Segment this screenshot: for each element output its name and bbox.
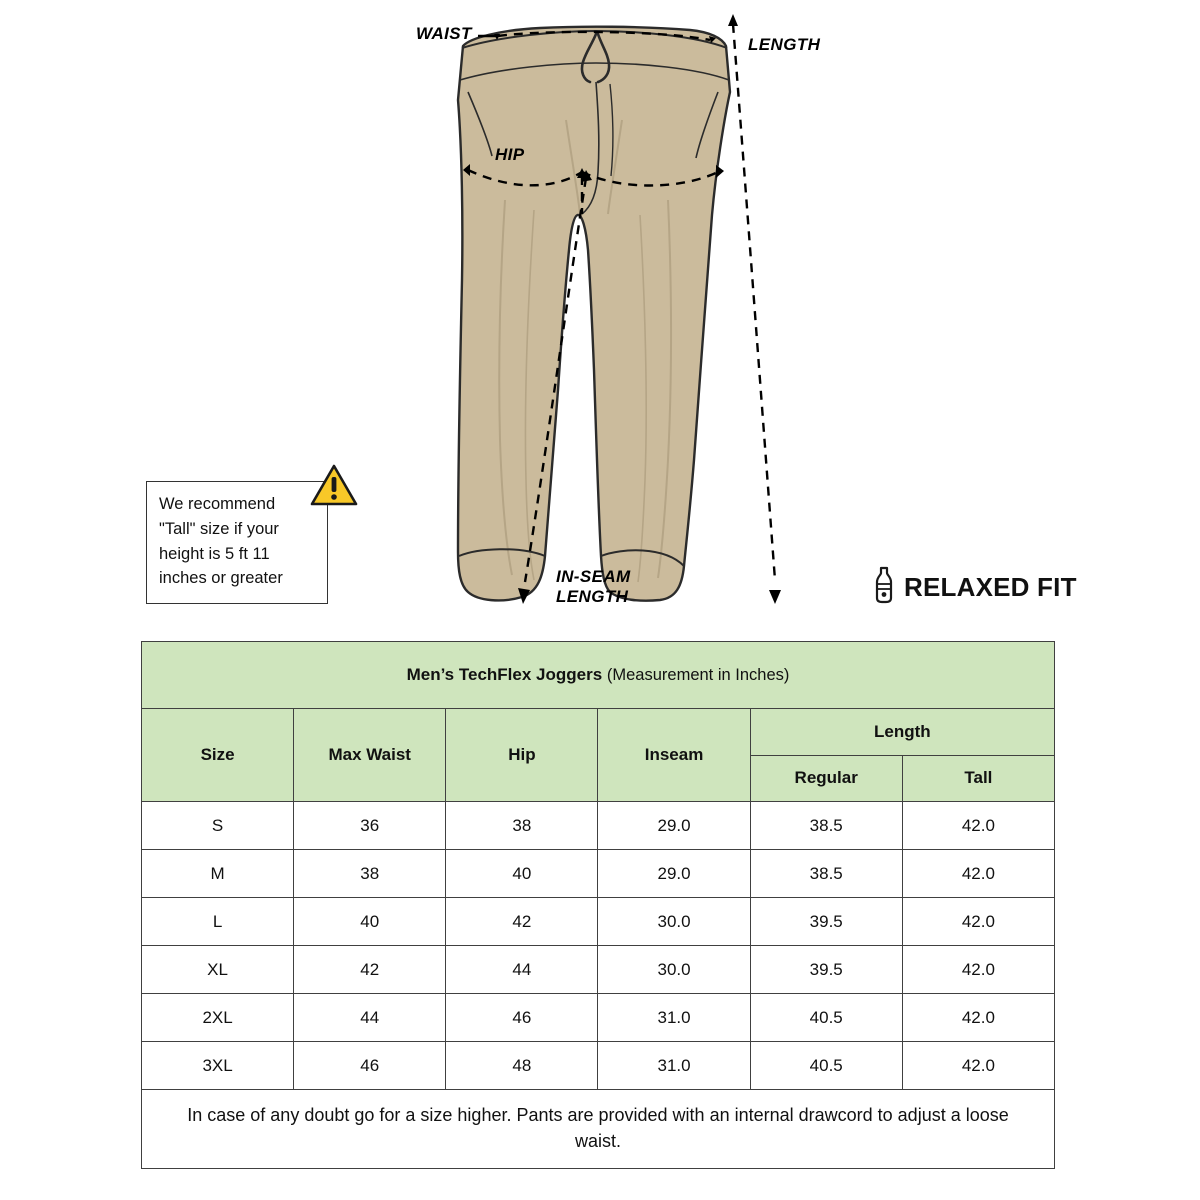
header-length-tall: Tall	[902, 755, 1054, 802]
inseam-label: IN-SEAM LENGTH	[556, 567, 631, 606]
cell-hip: 44	[446, 946, 598, 994]
cell-size: XL	[142, 946, 294, 994]
cell-inseam: 29.0	[598, 802, 750, 850]
cell-tall: 42.0	[902, 802, 1054, 850]
table-row	[142, 898, 1055, 946]
cell-regular: 38.5	[750, 802, 902, 850]
table-title-row	[142, 642, 1055, 709]
cell-max-waist: 42	[294, 946, 446, 994]
recommendation-text: We recommend "Tall" size if your height is 5 ft 11 inches or greater	[159, 495, 283, 588]
cell-size: L	[142, 898, 294, 946]
cell-max-waist: 46	[294, 1042, 446, 1090]
header-inseam: Inseam	[598, 709, 750, 802]
cell-size: 3XL	[142, 1042, 294, 1090]
cell-tall: 42.0	[902, 946, 1054, 994]
cell-regular: 39.5	[750, 898, 902, 946]
size-table	[141, 641, 1055, 1090]
recommendation-note	[146, 481, 328, 604]
table-row	[142, 946, 1055, 994]
cell-size: 2XL	[142, 994, 294, 1042]
cell-inseam: 31.0	[598, 994, 750, 1042]
cell-hip: 40	[446, 850, 598, 898]
header-size: Size	[142, 709, 294, 802]
cell-max-waist: 40	[294, 898, 446, 946]
cell-regular: 38.5	[750, 850, 902, 898]
warning-triangle-icon	[310, 463, 358, 507]
cell-size: M	[142, 850, 294, 898]
cell-max-waist: 44	[294, 994, 446, 1042]
cell-inseam: 29.0	[598, 850, 750, 898]
pants-drawing	[458, 27, 730, 601]
table-row	[142, 802, 1055, 850]
cell-max-waist: 36	[294, 802, 446, 850]
table-row	[142, 994, 1055, 1042]
cell-inseam: 31.0	[598, 1042, 750, 1090]
cell-tall: 42.0	[902, 1042, 1054, 1090]
waist-label: WAIST	[416, 24, 472, 43]
cell-regular: 40.5	[750, 994, 902, 1042]
cell-size: S	[142, 802, 294, 850]
cell-inseam: 30.0	[598, 946, 750, 994]
cell-tall: 42.0	[902, 898, 1054, 946]
hip-label: HIP	[495, 145, 525, 164]
table-header-row-1	[142, 709, 1055, 756]
table-row	[142, 1042, 1055, 1090]
header-max-waist: Max Waist	[294, 709, 446, 802]
header-length-regular: Regular	[750, 755, 902, 802]
length-label: LENGTH	[748, 35, 821, 54]
table-title: Men’s TechFlex Joggers	[406, 665, 603, 684]
cell-regular: 40.5	[750, 1042, 902, 1090]
cell-regular: 39.5	[750, 946, 902, 994]
cell-hip: 46	[446, 994, 598, 1042]
header-hip: Hip	[446, 709, 598, 802]
table-title-cell	[142, 642, 1055, 709]
cell-hip: 42	[446, 898, 598, 946]
fit-bottle-icon	[872, 566, 896, 609]
table-row	[142, 850, 1055, 898]
cell-tall: 42.0	[902, 850, 1054, 898]
cell-hip: 38	[446, 802, 598, 850]
cell-tall: 42.0	[902, 994, 1054, 1042]
cell-inseam: 30.0	[598, 898, 750, 946]
cell-hip: 48	[446, 1042, 598, 1090]
header-length-group: Length	[750, 709, 1054, 756]
fit-label: RELAXED FIT	[904, 572, 1077, 602]
table-footnote: In case of any doubt go for a size higher. Pants are provided with an internal drawcord to adjust a loose waist.	[141, 1090, 1055, 1169]
fit-indicator	[872, 566, 1077, 609]
size-chart	[141, 641, 1055, 1169]
cell-max-waist: 38	[294, 850, 446, 898]
table-title-sub: (Measurement in Inches)	[606, 666, 790, 684]
